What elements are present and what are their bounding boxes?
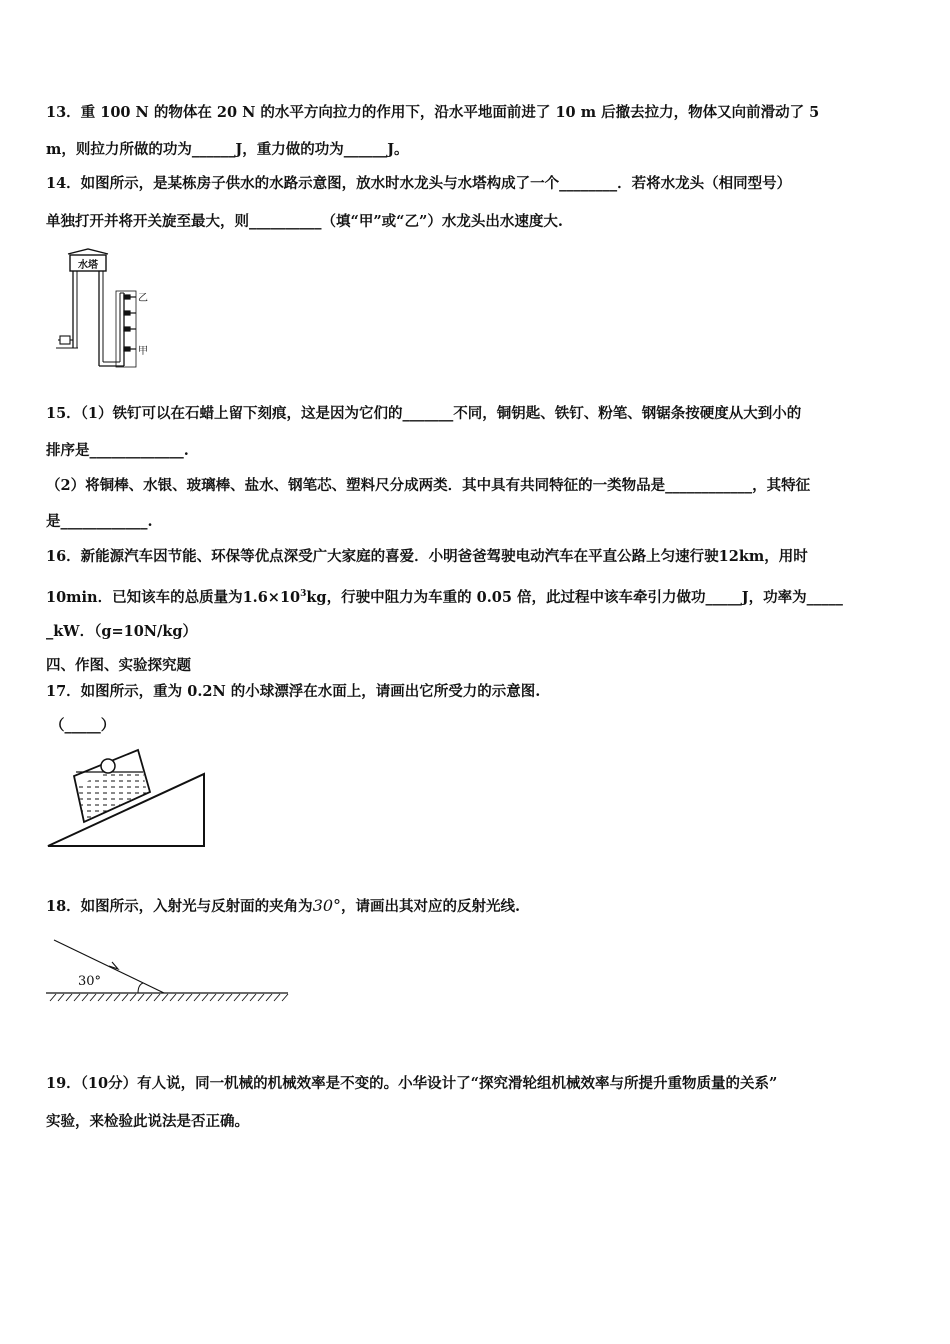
q18-line1 <box>46 896 520 917</box>
angle-label: 30° <box>78 974 102 989</box>
q16-line2-part2: kg，行驶中阻力为车重的 0.05 倍，此过程中该车牵引力做功_____J，功率为_____ <box>306 588 843 606</box>
incline-ball-figure <box>46 748 208 850</box>
reflection-figure <box>46 935 292 1007</box>
q17-answer-blank: （_____） <box>50 717 116 734</box>
q17-line1: 17．如图所示，重为 0.2N 的小球漂浮在水面上，请画出它所受力的示意图. <box>46 683 541 700</box>
tower-label: 水塔 <box>78 260 98 271</box>
q16-line2-part1: 10min．已知该车的总质量为1.6×10 <box>46 588 301 606</box>
q15-line4: 是____________. <box>46 513 153 530</box>
faucet-label-yi: 乙 <box>138 293 148 304</box>
q15-line2: 排序是_____________. <box>46 442 189 459</box>
q14-line2: 单独打开并将开关旋至最大，则__________（填“甲”或“乙”）水龙头出水速度大. <box>46 213 563 230</box>
q13-line2: m，则拉力所做的功为______J，重力做的功为______J。 <box>46 141 409 158</box>
q16-line3: _kW．（g=10N/kg） <box>46 623 198 640</box>
q15-line1: 15．（1）铁钉可以在石蜡上留下刻痕，这是因为它们的_______不同，铜钥匙、铁钉、粉笔、钢锯条按硬度从大到小的 <box>46 405 802 422</box>
q16-line1: 16．新能源汽车因节能、环保等优点深受广大家庭的喜爱．小明爸爸驾驶电动汽车在平直公路上匀速行驶12km，用时 <box>46 548 808 565</box>
q18-angle: 30° <box>312 896 342 915</box>
q13-line1: 13．重 100 N 的物体在 20 N 的水平方向拉力的作用下，沿水平地面前进了 10 m 后撤去拉力，物体又向前滑动了 5 <box>46 104 820 121</box>
q15-line3: （2）将铜棒、水银、玻璃棒、盐水、钢笔芯、塑料尺分成两类．其中具有共同特征的一类物品是____________，其特征 <box>46 477 811 494</box>
q18-text-part1: 18．如图所示，入射光与反射面的夹角为 <box>46 898 313 915</box>
q16-exponent: 3 <box>300 589 307 599</box>
water-tower-figure <box>56 248 166 370</box>
ball-icon <box>101 759 115 773</box>
section-title: 四、作图、实验探究题 <box>46 657 191 674</box>
q18-text-part2: ，请画出其对应的反射光线. <box>341 898 521 915</box>
q14-line1: 14．如图所示，是某栋房子供水的水路示意图，放水时水龙头与水塔构成了一个________．若将水龙头（相同型号） <box>46 175 792 192</box>
q19-line1: 19．（10分）有人说，同一机械的机械效率是不变的。小华设计了“探究滑轮组机械效率与所提升重物质量的关系” <box>46 1075 778 1092</box>
faucet-label-jia: 甲 <box>138 346 148 357</box>
q19-line2: 实验，来检验此说法是否正确。 <box>46 1113 249 1130</box>
q16-line2 <box>46 584 843 608</box>
